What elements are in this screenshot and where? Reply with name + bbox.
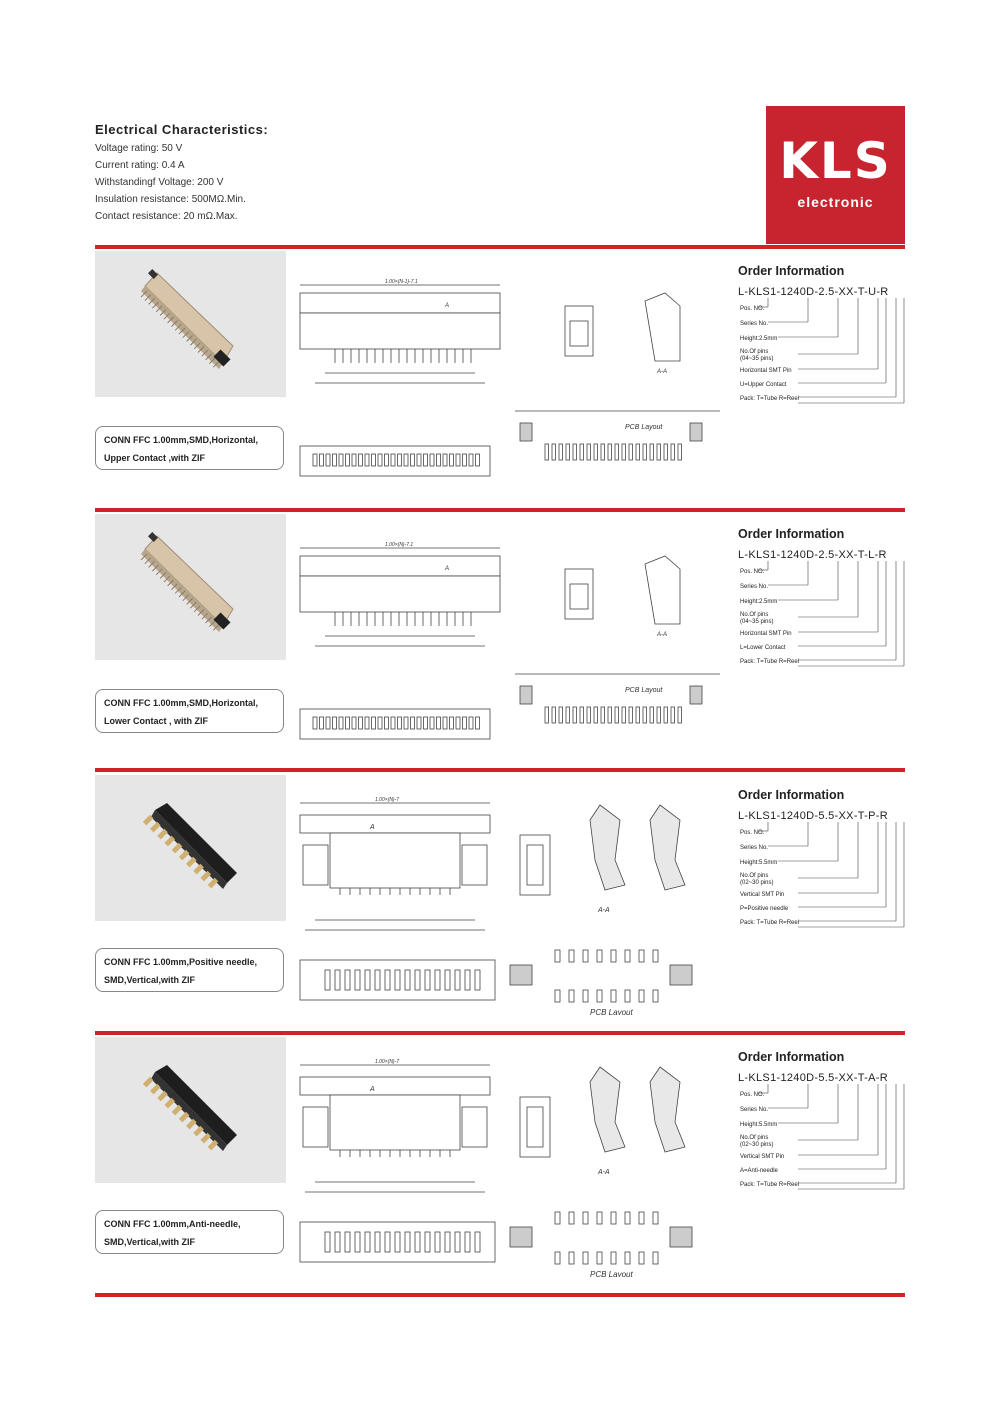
order-info-item: (04~35 pins) xyxy=(740,356,774,362)
electrical-title: Electrical Characteristics: xyxy=(95,122,269,137)
order-info-item: Pos. NO. xyxy=(740,306,765,312)
description-line: CONN FFC 1.00mm,Positive needle, xyxy=(104,957,258,967)
order-info-item: Pack: T=Tube R=Reel xyxy=(740,396,800,402)
technical-drawing xyxy=(295,261,735,491)
divider xyxy=(95,1293,905,1297)
part-number-code: L-KLS1-1240D-2.5-XX-T-L-R xyxy=(738,549,887,561)
order-info-item: Horizontal SMT Pin xyxy=(740,631,792,637)
description-line: CONN FFC 1.00mm,SMD,Horizontal, xyxy=(104,698,259,708)
order-info-item: Horizontal SMT Pin xyxy=(740,368,792,374)
order-info-item: (02~30 pins) xyxy=(740,1142,774,1148)
svg-text:1.00×(N)-7: 1.00×(N)-7 xyxy=(375,797,400,803)
svg-text:PCB Layout: PCB Layout xyxy=(590,1270,633,1277)
order-info-item: Series No. xyxy=(740,584,769,590)
part-number-code: L-KLS1-1240D-5.5-XX-T-P-R xyxy=(738,810,888,822)
order-info-item: Series No. xyxy=(740,321,769,327)
svg-text:PCB Layout: PCB Layout xyxy=(625,424,663,431)
product-description xyxy=(95,1210,284,1254)
svg-text:A: A xyxy=(445,303,450,309)
description-line: SMD,Vertical,with ZIF xyxy=(104,975,196,985)
technical-drawing xyxy=(295,1047,735,1277)
svg-text:A: A xyxy=(370,824,375,831)
order-info-item: Pos. NO. xyxy=(740,569,765,575)
technical-drawing xyxy=(295,524,735,754)
logo-brand: KLS xyxy=(779,132,892,190)
svg-text:PCB Layout: PCB Layout xyxy=(625,687,663,694)
order-info-item: Pos. NO. xyxy=(740,830,765,836)
product-description xyxy=(95,948,284,992)
svg-text:1.00×(N-1)-7.1: 1.00×(N-1)-7.1 xyxy=(385,279,418,285)
svg-text:A-A: A-A xyxy=(598,907,610,914)
divider xyxy=(95,768,905,772)
part-number-code: L-KLS1-1240D-2.5-XX-T-U-R xyxy=(738,286,889,298)
description-line: Upper Contact ,with ZIF xyxy=(104,453,205,463)
order-info-item: No.Of pins xyxy=(740,349,769,355)
order-info-item: P=Positive needle xyxy=(740,906,789,912)
order-info-item: Vertical SMT Pin xyxy=(740,1154,785,1160)
order-info-title: Order Information xyxy=(738,1050,845,1064)
order-info-item: Height:2.5mm xyxy=(740,599,778,605)
divider xyxy=(95,245,905,249)
order-info-item: Pack: T=Tube R=Reel xyxy=(740,1182,800,1188)
order-info-item: Series No. xyxy=(740,1107,769,1113)
order-info-item: Vertical SMT Pin xyxy=(740,892,785,898)
order-leader-lines xyxy=(738,1082,908,1192)
svg-text:A: A xyxy=(445,566,450,572)
product-photo xyxy=(95,1037,286,1183)
withstanding-voltage: Withstandingf Voltage: 200 V xyxy=(95,177,224,188)
product-photo xyxy=(95,775,286,921)
order-info-item: A=Anti-needle xyxy=(740,1168,778,1174)
svg-text:1.00×(N)-7.1: 1.00×(N)-7.1 xyxy=(385,542,414,548)
order-info-item: Height:2.5mm xyxy=(740,336,778,342)
order-info-item: Pos. NO. xyxy=(740,1092,765,1098)
order-info-item: Pack: T=Tube R=Reel xyxy=(740,920,800,926)
svg-text:PCB Layout: PCB Layout xyxy=(590,1008,633,1015)
order-info-item: No.Of pins xyxy=(740,1135,769,1141)
product-description xyxy=(95,426,284,470)
voltage-rating: Voltage rating: 50 V xyxy=(95,143,183,154)
part-number-code: L-KLS1-1240D-5.5-XX-T-A-R xyxy=(738,1072,888,1084)
logo-sub: electronic xyxy=(797,194,874,210)
order-info-title: Order Information xyxy=(738,264,845,278)
svg-text:A-A: A-A xyxy=(657,632,668,638)
svg-text:1.00×(N)-7: 1.00×(N)-7 xyxy=(375,1059,400,1065)
product-photo xyxy=(95,251,286,397)
description-line: CONN FFC 1.00mm,Anti-needle, xyxy=(104,1219,241,1229)
order-info-item: U=Upper Contact xyxy=(740,382,787,388)
order-info-item: Pack: T=Tube R=Reel xyxy=(740,659,800,665)
contact-resistance: Contact resistance: 20 mΩ.Max. xyxy=(95,211,238,222)
order-info-item: L=Lower Contact xyxy=(740,645,786,651)
product-photo xyxy=(95,514,286,660)
svg-text:A-A: A-A xyxy=(657,369,668,375)
order-info-item: Height:5.5mm xyxy=(740,1122,778,1128)
description-line: SMD,Vertical,with ZIF xyxy=(104,1237,196,1247)
order-leader-lines xyxy=(738,559,908,669)
kls-logo xyxy=(766,106,905,244)
order-info-item: (02~30 pins) xyxy=(740,880,774,886)
order-info-title: Order Information xyxy=(738,527,845,541)
order-info-item: No.Of pins xyxy=(740,612,769,618)
current-rating: Current rating: 0.4 A xyxy=(95,160,185,171)
order-leader-lines xyxy=(738,820,908,930)
order-info-item: (04~35 pins) xyxy=(740,619,774,625)
divider xyxy=(95,1031,905,1035)
order-info-item: Height:5.5mm xyxy=(740,860,778,866)
order-leader-lines xyxy=(738,296,908,406)
order-info-item: No.Of pins xyxy=(740,873,769,879)
svg-text:A-A: A-A xyxy=(598,1169,610,1176)
technical-drawing xyxy=(295,785,735,1015)
insulation-resistance: Insulation resistance: 500MΩ.Min. xyxy=(95,194,246,205)
description-line: Lower Contact , with ZIF xyxy=(104,716,208,726)
order-info-title: Order Information xyxy=(738,788,845,802)
product-description xyxy=(95,689,284,733)
svg-text:A: A xyxy=(370,1086,375,1093)
description-line: CONN FFC 1.00mm,SMD,Horizontal, xyxy=(104,435,259,445)
divider xyxy=(95,508,905,512)
order-info-item: Series No. xyxy=(740,845,769,851)
